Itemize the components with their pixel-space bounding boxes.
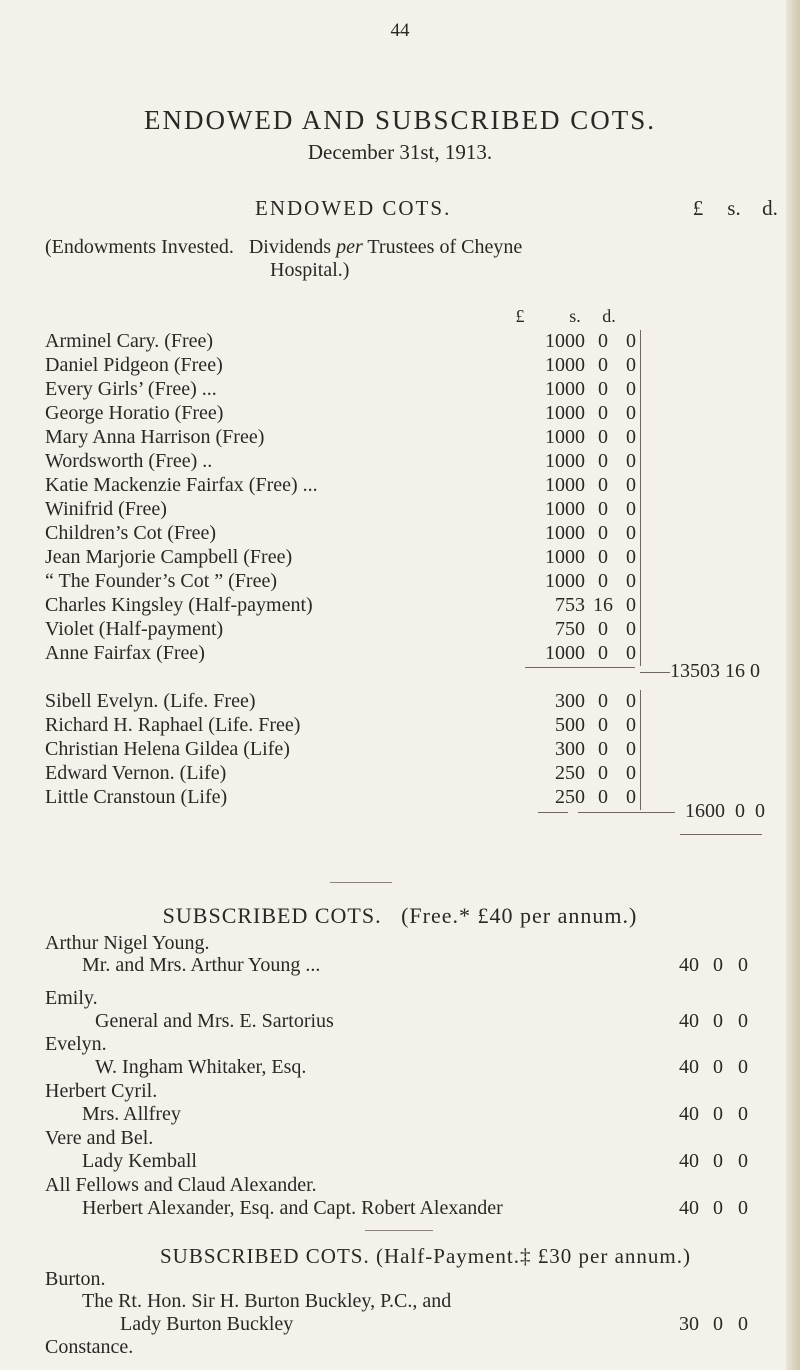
- table-row: Edward Vernon. (Life) 250 0 0: [45, 762, 636, 784]
- pence-symbol: d.: [762, 196, 778, 220]
- table-row: Anne Fairfax (Free) 1000 0 0: [45, 642, 636, 664]
- subscribed-half-heading: SUBSCRIBED COTS. (Half-Payment.‡ £30 per annum.): [160, 1244, 691, 1268]
- report-date: December 31st, 1913.: [307, 140, 493, 164]
- cot-name: Evelyn.: [45, 1033, 107, 1055]
- cot-name: Arthur Nigel Young.: [45, 932, 210, 954]
- subscribed-free-heading: SUBSCRIBED COTS. (Free.* £40 per annum.): [162, 903, 638, 928]
- free-total: 13503 16 0: [670, 660, 760, 682]
- endowed-heading: ENDOWED COTS.: [255, 196, 452, 220]
- amount: 40 0 0: [679, 954, 748, 976]
- cot-name: Constance.: [45, 1336, 134, 1358]
- table-row: Christian Helena Gildea (Life) 300 0 0: [45, 738, 636, 760]
- life-total: 1600 0 0: [685, 800, 765, 822]
- amount: 40 0 0: [679, 1056, 748, 1078]
- donor-name: General and Mrs. E. Sartorius: [95, 1010, 334, 1032]
- subtotal-rule: [525, 667, 635, 668]
- table-row: Winifrid (Free) 1000 0 0: [45, 498, 636, 520]
- amount: 40 0 0: [679, 1010, 748, 1032]
- column-bracket: [640, 330, 641, 666]
- donor-name: Lady Kemball: [82, 1150, 197, 1172]
- cot-name: Vere and Bel.: [45, 1127, 154, 1149]
- donor-name: Mrs. Allfrey: [82, 1103, 181, 1125]
- section-divider: [365, 1230, 433, 1231]
- cot-name: Burton.: [45, 1268, 106, 1290]
- table-row: Every Girls’ (Free) ... 1000 0 0: [45, 378, 636, 400]
- table-row: Wordsworth (Free) .. 1000 0 0: [45, 450, 636, 472]
- cot-name: All Fellows and Claud Alexander.: [45, 1174, 317, 1196]
- table-row: Sibell Evelyn. (Life. Free) 300 0 0: [45, 690, 636, 712]
- section-divider: [330, 882, 392, 883]
- table-row: Daniel Pidgeon (Free) 1000 0 0: [45, 354, 636, 376]
- amount: 40 0 0: [679, 1150, 748, 1172]
- total-rule: [680, 834, 762, 835]
- column-header: £ s. d.: [515, 306, 616, 326]
- amount: 40 0 0: [679, 1103, 748, 1125]
- currency-header-right: [680, 196, 788, 221]
- table-row: Katie Mackenzie Fairfax (Free) ... 1000 0 0: [45, 474, 636, 496]
- table-row: Charles Kingsley (Half-payment) 753 16 0: [45, 594, 636, 616]
- subtotal-rule: [640, 672, 670, 673]
- endowment-note: (Endowments Invested. Dividends per Trustees of Cheyne: [45, 236, 523, 258]
- page-number: 44: [390, 20, 410, 41]
- table-row: Violet (Half-payment) 750 0 0: [45, 618, 636, 640]
- cot-name: Herbert Cyril.: [45, 1080, 158, 1102]
- table-row: George Horatio (Free) 1000 0 0: [45, 402, 636, 424]
- amount: 30 0 0: [679, 1313, 748, 1335]
- donor-name: Herbert Alexander, Esq. and Capt. Robert Alexander: [82, 1197, 503, 1219]
- page-title: ENDOWED AND SUBSCRIBED COTS.: [143, 105, 657, 135]
- donor-name: W. Ingham Whitaker, Esq.: [95, 1056, 307, 1078]
- shillings-symbol: s.: [727, 196, 741, 220]
- table-row: Mary Anna Harrison (Free) 1000 0 0: [45, 426, 636, 448]
- pounds-symbol: £: [692, 196, 704, 220]
- page-edge-shadow: [786, 0, 800, 1370]
- cot-name: Emily.: [45, 987, 98, 1009]
- amount: 40 0 0: [679, 1197, 748, 1219]
- table-row: Richard H. Raphael (Life. Free) 500 0 0: [45, 714, 636, 736]
- donor-name: Mr. and Mrs. Arthur Young ...: [82, 954, 321, 976]
- table-row: Children’s Cot (Free) 1000 0 0: [45, 522, 636, 544]
- table-row: Jean Marjorie Campbell (Free) 1000 0 0: [45, 546, 636, 568]
- donor-name-cont: Lady Burton Buckley: [120, 1313, 294, 1335]
- subtotal-rule: [538, 812, 568, 813]
- donor-name: The Rt. Hon. Sir H. Burton Buckley, P.C., and: [82, 1290, 452, 1312]
- subtotal-rule: [578, 812, 675, 813]
- column-bracket: [640, 690, 641, 810]
- endowment-note-cont: Hospital.): [270, 259, 350, 281]
- table-row: Little Cranstoun (Life) 250 0 0: [45, 786, 636, 808]
- table-row: “ The Founder’s Cot ” (Free) 1000 0 0: [45, 570, 636, 592]
- table-row: Arminel Cary. (Free) 1000 0 0: [45, 330, 636, 352]
